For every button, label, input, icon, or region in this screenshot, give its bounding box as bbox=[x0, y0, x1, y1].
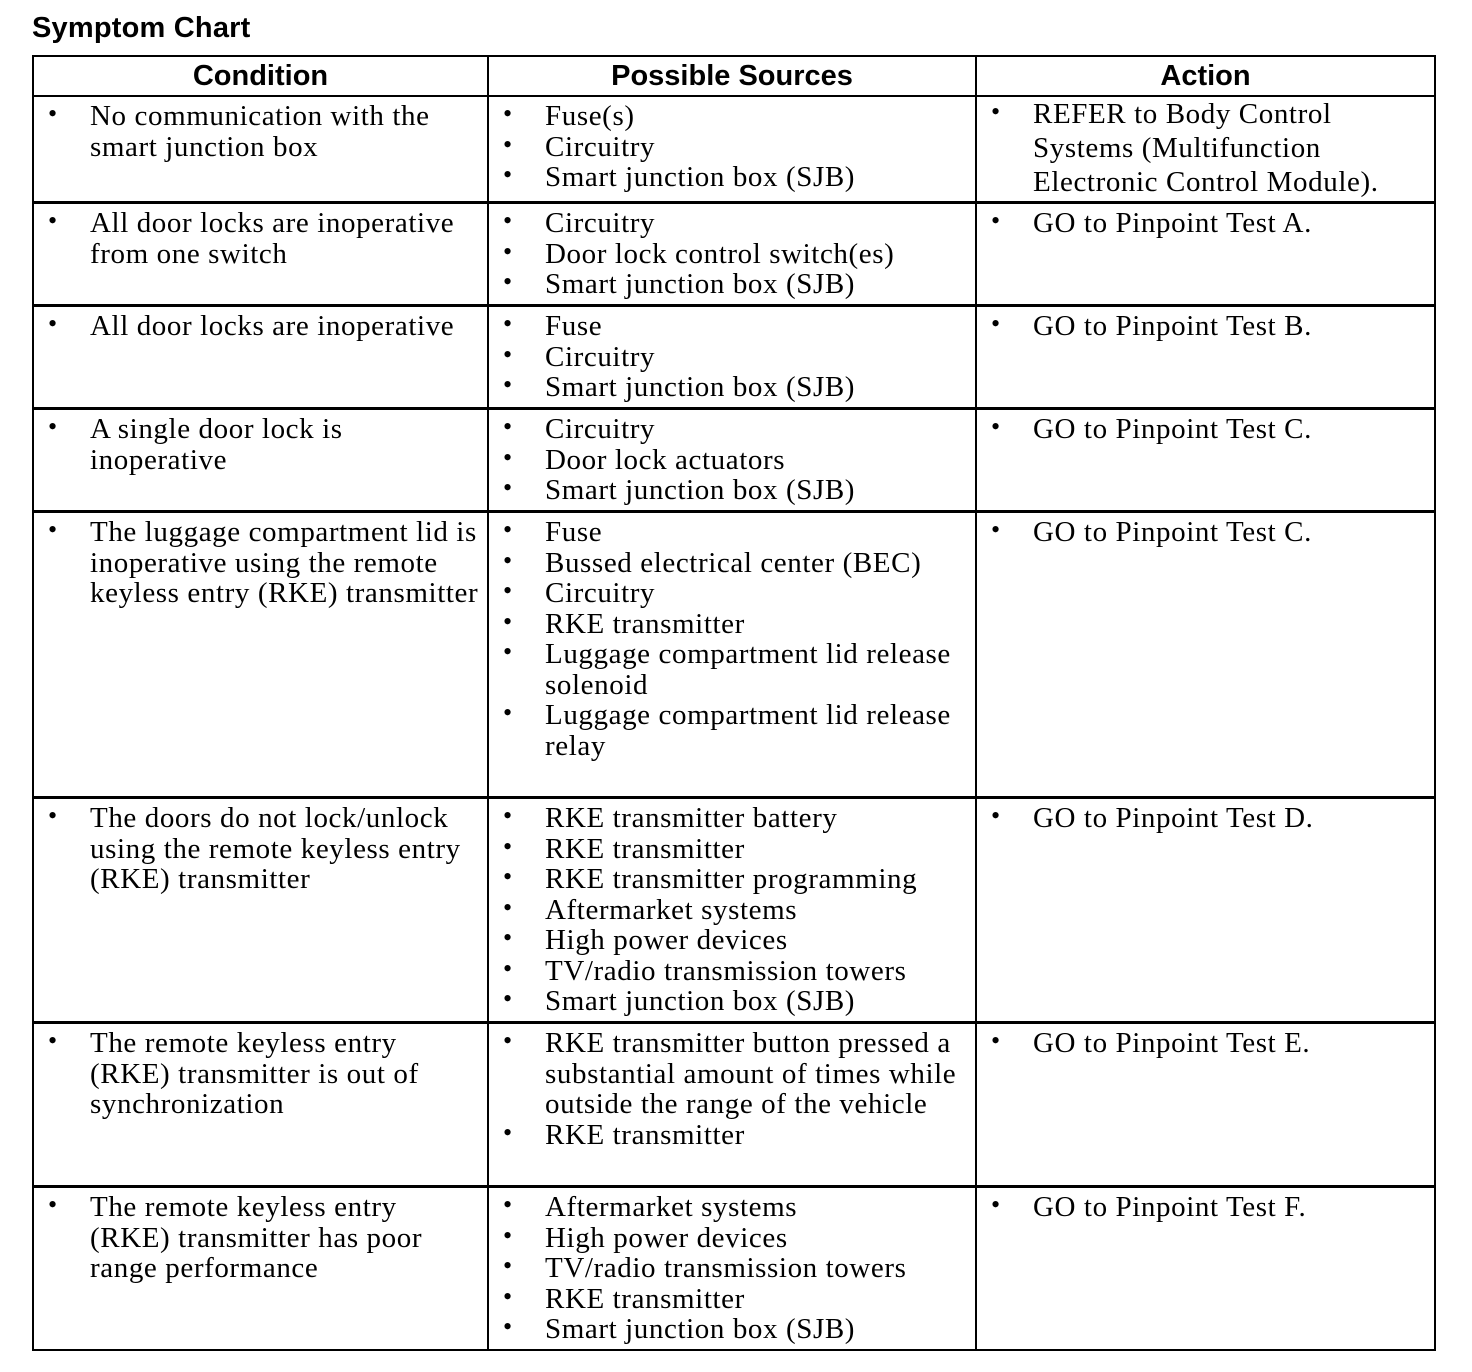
sources-cell bbox=[488, 798, 976, 1023]
action-cell bbox=[976, 1023, 1435, 1187]
condition-text: • All door locks are inoperative bbox=[34, 311, 481, 342]
condition-text: • The remote keyless entry (RKE) transmitter is out of synchronization bbox=[34, 1028, 481, 1120]
action-text: • GO to Pinpoint Test B. bbox=[977, 311, 1428, 342]
table-row bbox=[33, 512, 1435, 798]
action-cell bbox=[976, 798, 1435, 1023]
action-text: • REFER to Body Control Systems (Multifunction Electronic Control Module). bbox=[977, 97, 1428, 199]
sources-cell bbox=[488, 96, 976, 203]
action-text: • GO to Pinpoint Test D. bbox=[977, 803, 1428, 834]
table-row bbox=[33, 96, 1435, 203]
condition-cell bbox=[33, 96, 488, 203]
source-item: • Luggage compartment lid release relay bbox=[489, 700, 969, 761]
source-item: • Bussed electrical center (BEC) bbox=[489, 548, 969, 579]
action-text: • GO to Pinpoint Test C. bbox=[977, 414, 1428, 445]
source-item: • Smart junction box (SJB) bbox=[489, 372, 969, 403]
condition-cell bbox=[33, 1187, 488, 1350]
source-item: • RKE transmitter battery bbox=[489, 803, 969, 834]
header-possible-sources: Possible Sources bbox=[488, 56, 976, 96]
source-item: • Circuitry bbox=[489, 132, 969, 163]
condition-text: • The luggage compartment lid is inoperative using the remote keyless entry (RKE) transmitter bbox=[34, 517, 481, 609]
sources-cell bbox=[488, 1023, 976, 1187]
condition-cell bbox=[33, 306, 488, 409]
action-cell bbox=[976, 1187, 1435, 1350]
page-title: Symptom Chart bbox=[32, 12, 251, 44]
source-item: • Luggage compartment lid release solenoid bbox=[489, 639, 969, 700]
table-row bbox=[33, 409, 1435, 512]
source-item: • RKE transmitter bbox=[489, 1120, 969, 1151]
source-item: • Circuitry bbox=[489, 578, 969, 609]
source-item: • TV/radio transmission towers bbox=[489, 956, 969, 987]
source-item: • Fuse(s) bbox=[489, 101, 969, 132]
table-row bbox=[33, 306, 1435, 409]
condition-text: • A single door lock is inoperative bbox=[34, 414, 481, 475]
condition-text: • All door locks are inoperative from one switch bbox=[34, 208, 481, 269]
action-text: • GO to Pinpoint Test C. bbox=[977, 517, 1428, 548]
condition-text: • The remote keyless entry (RKE) transmitter has poor range performance bbox=[34, 1192, 481, 1284]
source-item: • RKE transmitter bbox=[489, 834, 969, 865]
source-item: • RKE transmitter button pressed a substantial amount of times while outside the range of the vehicle bbox=[489, 1028, 969, 1120]
table-row bbox=[33, 1187, 1435, 1350]
action-cell bbox=[976, 409, 1435, 512]
action-text: • GO to Pinpoint Test E. bbox=[977, 1028, 1428, 1059]
condition-text: • The doors do not lock/unlock using the remote keyless entry (RKE) transmitter bbox=[34, 803, 481, 895]
header-action: Action bbox=[976, 56, 1435, 96]
source-item: • Circuitry bbox=[489, 208, 969, 239]
action-cell bbox=[976, 203, 1435, 306]
source-item: • Circuitry bbox=[489, 342, 969, 373]
source-item: • Aftermarket systems bbox=[489, 1192, 969, 1223]
source-item: • High power devices bbox=[489, 1223, 969, 1254]
source-item: • Door lock actuators bbox=[489, 445, 969, 476]
condition-text: • No communication with the smart junction box bbox=[34, 101, 481, 162]
symptom-table bbox=[32, 55, 1436, 1351]
source-item: • High power devices bbox=[489, 925, 969, 956]
action-cell bbox=[976, 512, 1435, 798]
sources-cell bbox=[488, 512, 976, 798]
table-header-row bbox=[33, 56, 1435, 96]
action-cell bbox=[976, 96, 1435, 203]
header-condition: Condition bbox=[33, 56, 488, 96]
action-text: • GO to Pinpoint Test F. bbox=[977, 1192, 1428, 1223]
source-item: • Door lock control switch(es) bbox=[489, 239, 969, 270]
source-item: • Fuse bbox=[489, 517, 969, 548]
source-item: • Fuse bbox=[489, 311, 969, 342]
sources-cell bbox=[488, 409, 976, 512]
source-item: • RKE transmitter bbox=[489, 1284, 969, 1315]
source-item: • RKE transmitter programming bbox=[489, 864, 969, 895]
condition-cell bbox=[33, 1023, 488, 1187]
table-row bbox=[33, 798, 1435, 1023]
source-item: • Circuitry bbox=[489, 414, 969, 445]
source-item: • Smart junction box (SJB) bbox=[489, 1314, 969, 1345]
condition-cell bbox=[33, 409, 488, 512]
source-item: • Smart junction box (SJB) bbox=[489, 475, 969, 506]
sources-cell bbox=[488, 203, 976, 306]
source-item: • Smart junction box (SJB) bbox=[489, 986, 969, 1017]
condition-cell bbox=[33, 512, 488, 798]
sources-cell bbox=[488, 1187, 976, 1350]
source-item: • TV/radio transmission towers bbox=[489, 1253, 969, 1284]
action-text: • GO to Pinpoint Test A. bbox=[977, 208, 1428, 239]
sources-cell bbox=[488, 306, 976, 409]
condition-cell bbox=[33, 798, 488, 1023]
source-item: • Smart junction box (SJB) bbox=[489, 162, 969, 193]
source-item: • Smart junction box (SJB) bbox=[489, 269, 969, 300]
table-row bbox=[33, 1023, 1435, 1187]
action-cell bbox=[976, 306, 1435, 409]
table-row bbox=[33, 203, 1435, 306]
source-item: • RKE transmitter bbox=[489, 609, 969, 640]
condition-cell bbox=[33, 203, 488, 306]
source-item: • Aftermarket systems bbox=[489, 895, 969, 926]
